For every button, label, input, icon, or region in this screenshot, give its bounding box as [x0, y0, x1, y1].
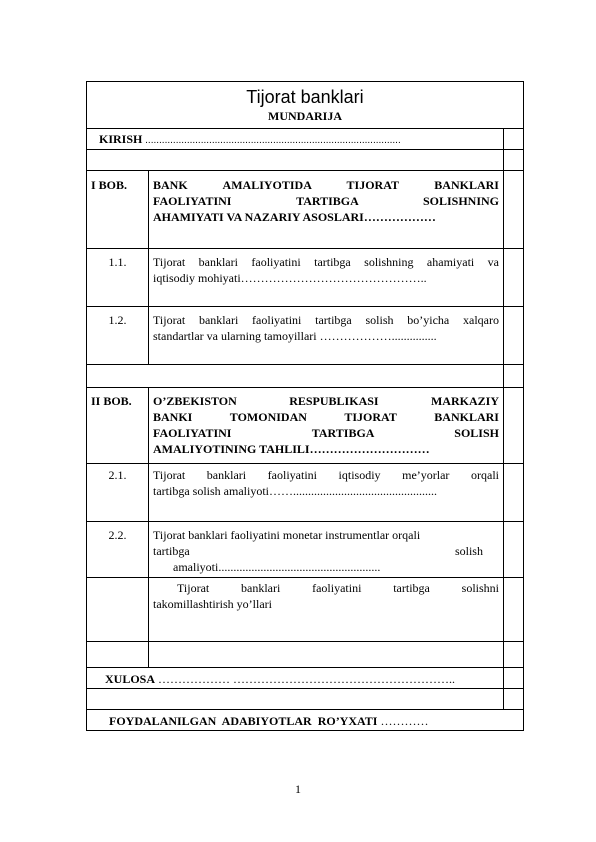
- chapter2-title: O’ZBEKISTON RESPUBLIKASI MARKAZIY BANKI TOMONIDAN TIJORAT BANKLARI FAOLIYATINI TARTIBGA SOLISH AMALIYOTINING TAHLILI…………………………: [149, 388, 504, 464]
- table-of-contents: [86, 81, 524, 731]
- conclusion-label: XULOSA: [105, 672, 156, 686]
- section-1-2-num: 1.2.: [87, 307, 149, 365]
- page-number: 1: [295, 782, 301, 796]
- chapter1-row: [87, 171, 524, 249]
- intro-row: [87, 129, 524, 150]
- chapter2-row: [87, 388, 524, 464]
- references-label: FOYDALANILGAN ADABIYOTLAR RO’YXATI: [109, 714, 378, 728]
- section-2-1-num: 2.1.: [87, 464, 149, 522]
- references-dots: …………: [377, 714, 429, 728]
- empty-row: [87, 150, 524, 171]
- empty-row: [87, 365, 524, 388]
- empty-row: [87, 642, 524, 668]
- section-2-1-title: Tijorat banklari faoliyatini iqtisodiy me’yorlar orqali tartibga solish amaliyoti……................................................: [149, 464, 504, 522]
- intro-label: KIRISH: [99, 132, 143, 146]
- section-1-2-row: [87, 307, 524, 365]
- conclusion-dots: ……………… ………………………………………………..: [155, 672, 456, 686]
- chapter2-num: II BOB.: [87, 388, 149, 464]
- chapter1-num: I BOB.: [87, 171, 149, 249]
- section-1-2-title: Tijorat banklari faoliyatini tartibga solish bo’yicha xalqaro standartlar va ularning tamoyillari ………………...............: [149, 307, 504, 365]
- chapter1-title: BANK AMALIYOTIDA TIJORAT BANKLARI FAOLIYATINI TARTIBGA SOLISHNING AHAMIYATI VA NAZARIY ASOSLARI………………: [149, 171, 504, 249]
- section-1-1-num: 1.1.: [87, 249, 149, 307]
- conclusion-row: [87, 668, 524, 689]
- intro-dots: ............................................................................................: [142, 135, 401, 146]
- title-row: [87, 82, 524, 129]
- section-1-1-row: [87, 249, 524, 307]
- references-row: [87, 710, 524, 731]
- section-1-1-title: Tijorat banklari faoliyatini tartibga solishning ahamiyati va iqtisodiy mohiyati………………………………………..: [149, 249, 504, 307]
- section-2-3-row: [87, 578, 524, 642]
- document-title: Tijorat banklari: [246, 87, 364, 107]
- empty-row: [87, 689, 524, 710]
- section-2-3-title: Tijorat banklari faoliyatini tartibga solishni takomillashtirish yo’llari: [149, 578, 504, 642]
- document-subtitle: MUNDARIJA: [268, 109, 342, 123]
- section-2-1-row: [87, 464, 524, 522]
- section-2-2-row: [87, 522, 524, 578]
- section-2-2-num: 2.2.: [87, 522, 149, 578]
- section-2-2-title: Tijorat banklari faoliyatini monetar instrumentlar orqali tartibga solish amaliyoti......................................................: [149, 522, 504, 578]
